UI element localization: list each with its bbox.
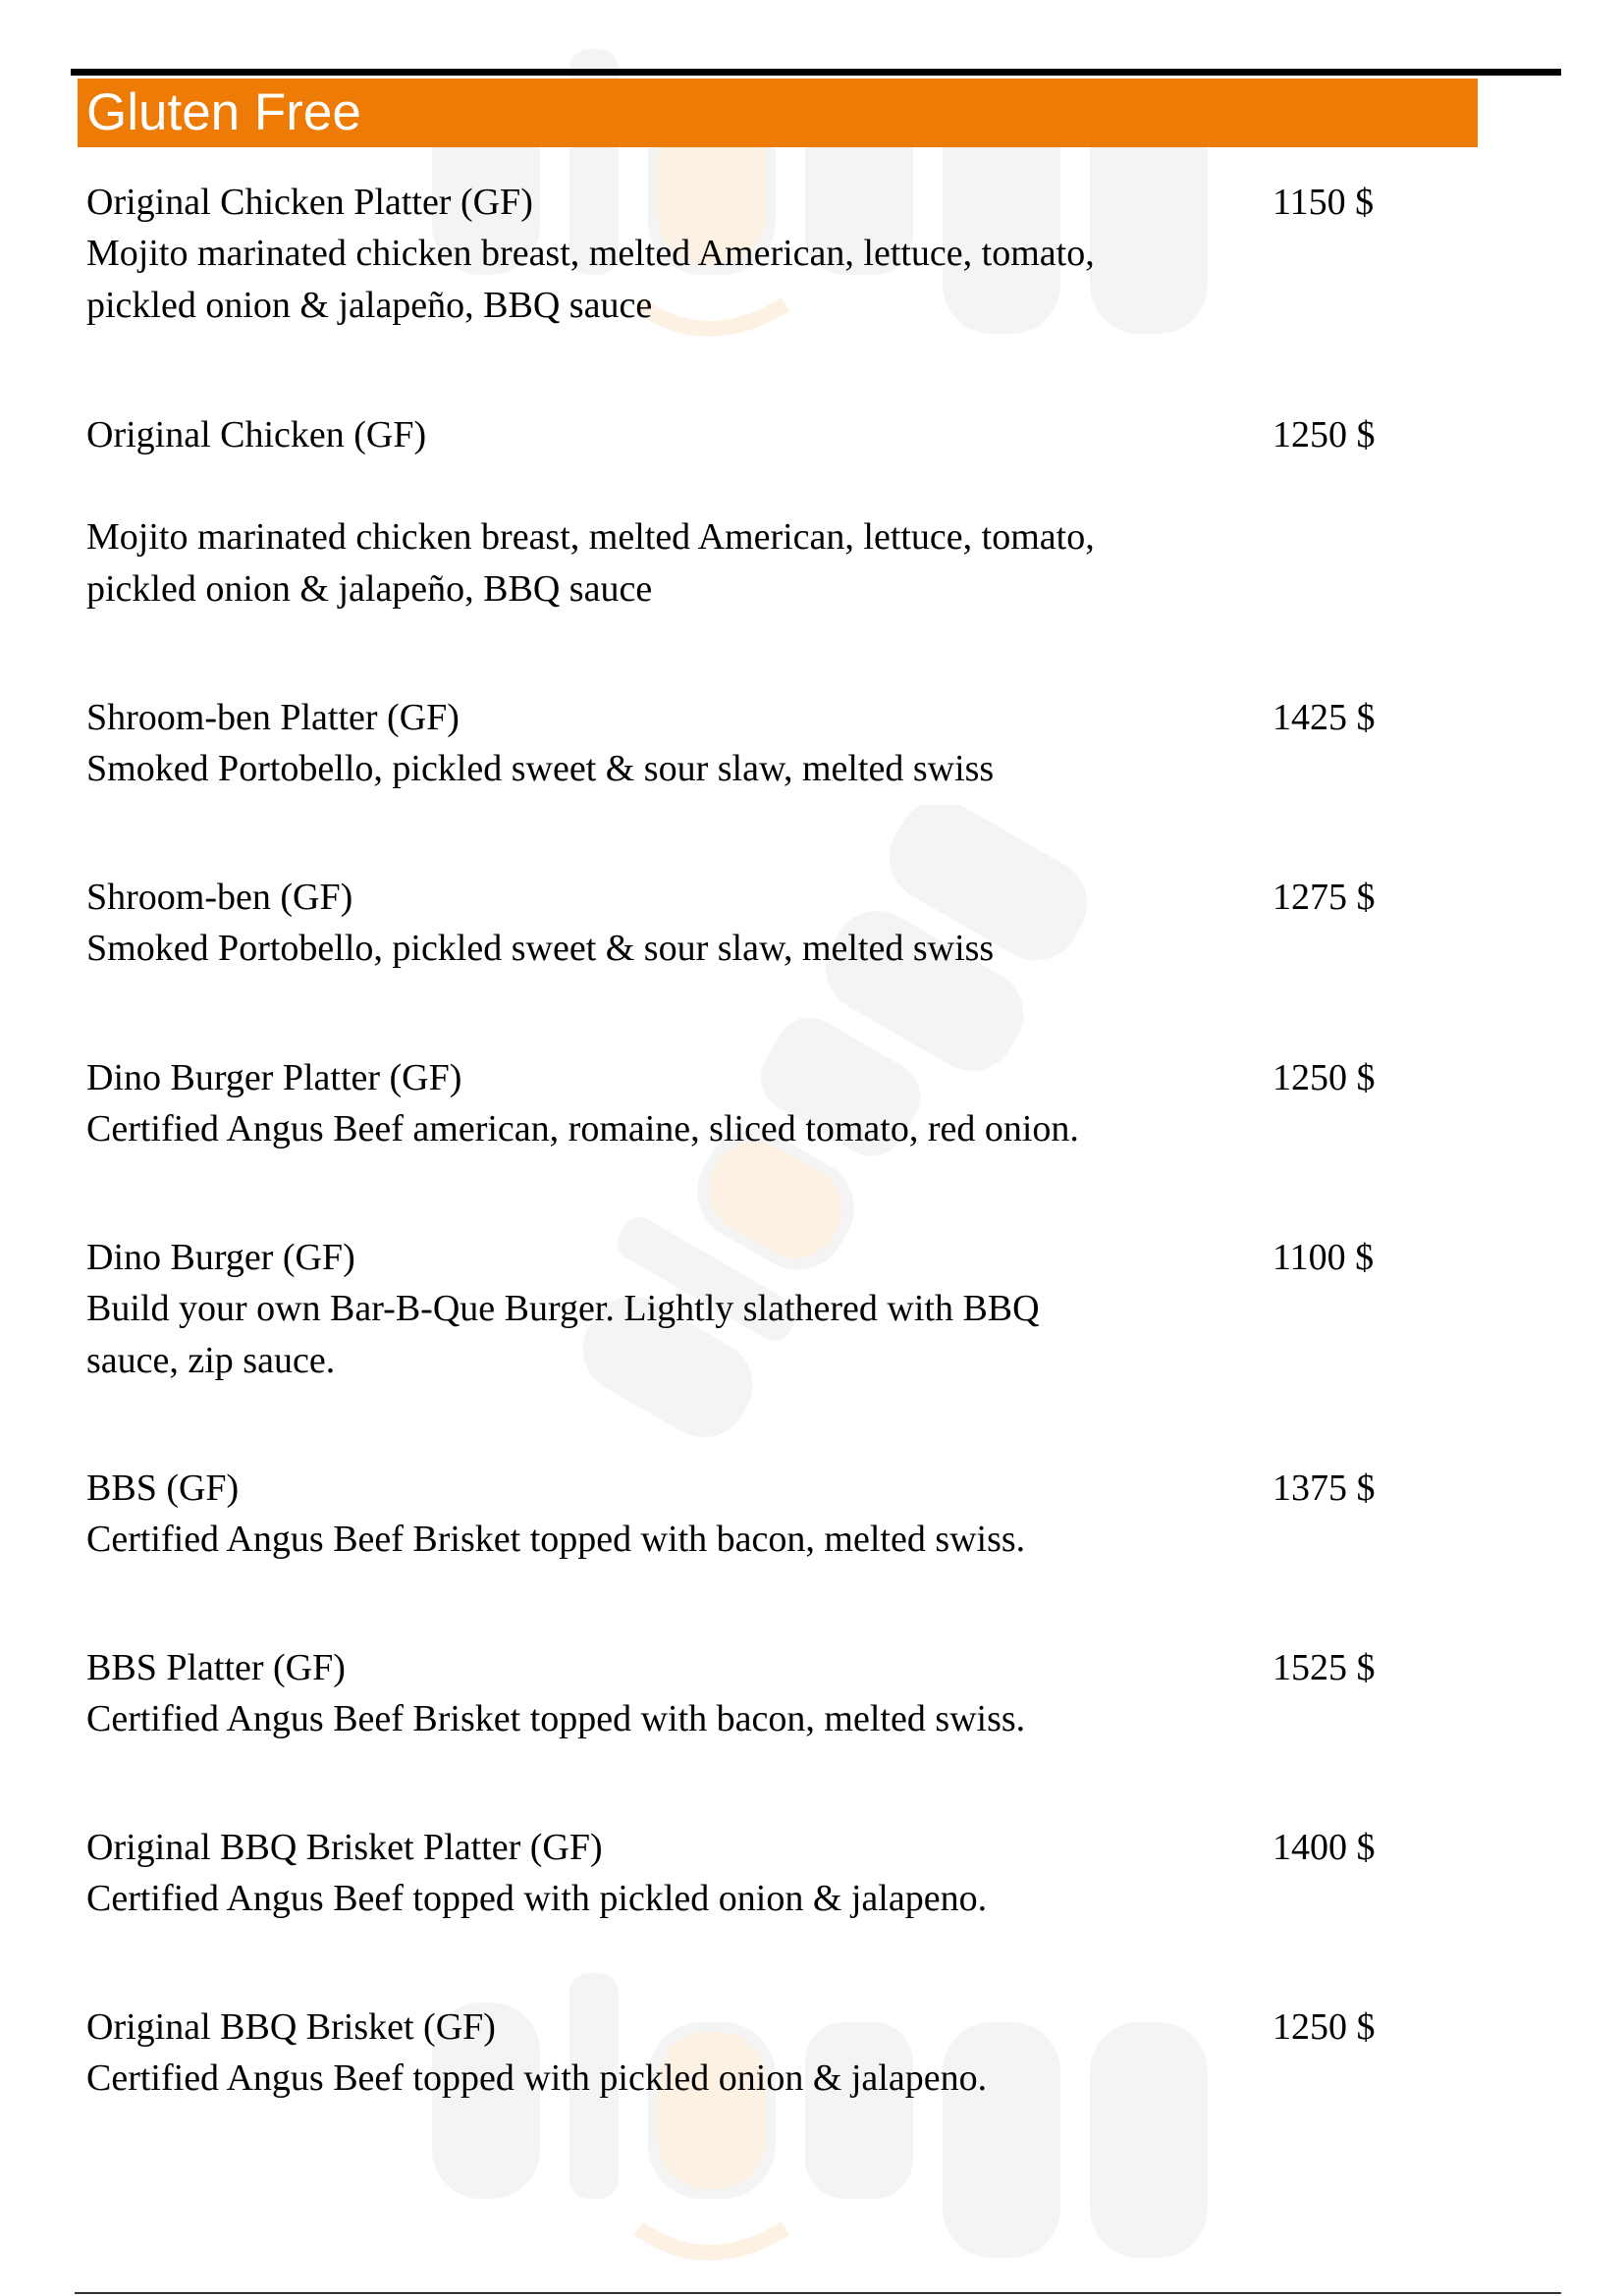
menu-item-price: 1400 $ <box>1272 1827 1376 1868</box>
menu-item-price: 1275 $ <box>1272 877 1376 918</box>
menu-item-description: Build your own Bar-B-Que Burger. Lightly slathered with BBQ sauce, zip sauce. <box>86 1288 1040 1381</box>
menu-item-description: Mojito marinated chicken breast, melted American, lettuce, tomato, pickled onion & jalapeño, BBQ sauce <box>86 233 1095 326</box>
menu-item-name: Original BBQ Brisket Platter (GF) <box>86 1827 603 1868</box>
menu-item-description: Certified Angus Beef Brisket topped with bacon, melted swiss. <box>86 1519 1026 1560</box>
slurpy-watermark-icon <box>412 1963 1237 2287</box>
menu-item-description: Certified Angus Beef topped with pickled onion & jalapeno. <box>86 2057 988 2099</box>
menu-item-price: 1250 $ <box>1272 414 1376 455</box>
menu-item-name: Original BBQ Brisket (GF) <box>86 2006 496 2048</box>
menu-item-description: Smoked Portobello, pickled sweet & sour slaw, melted swiss <box>86 748 995 789</box>
menu-item-price: 1425 $ <box>1272 697 1376 738</box>
menu-item-price: 1150 $ <box>1272 182 1375 223</box>
menu-item-description: Certified Angus Beef topped with pickled onion & jalapeno. <box>86 1878 988 1919</box>
menu-item-name: Dino Burger (GF) <box>86 1237 355 1278</box>
menu-item-price: 1375 $ <box>1272 1468 1376 1509</box>
menu-item-name: Original Chicken (GF) <box>86 414 427 455</box>
menu-item-price: 1250 $ <box>1272 1057 1376 1098</box>
menu-item-name: Shroom-ben Platter (GF) <box>86 697 460 738</box>
bottom-rule <box>75 2292 1561 2294</box>
menu-item-name: BBS (GF) <box>86 1468 240 1509</box>
menu-item-name: Original Chicken Platter (GF) <box>86 182 533 223</box>
top-rule <box>71 69 1561 76</box>
menu-item-description: Smoked Portobello, pickled sweet & sour slaw, melted swiss <box>86 928 995 969</box>
menu-item-price: 1100 $ <box>1272 1237 1375 1278</box>
menu-item-description: Certified Angus Beef american, romaine, sliced tomato, red onion. <box>86 1108 1079 1149</box>
menu-item-price: 1525 $ <box>1272 1647 1376 1688</box>
menu-item-name: Dino Burger Platter (GF) <box>86 1057 462 1098</box>
menu-item-description: Mojito marinated chicken breast, melted American, lettuce, tomato, pickled onion & jalapeño, BBQ sauce <box>86 516 1095 610</box>
menu-item-name: BBS Platter (GF) <box>86 1647 346 1688</box>
menu-item-name: Shroom-ben (GF) <box>86 877 353 918</box>
section-title: Gluten Free <box>86 83 361 141</box>
section-header <box>78 79 1478 147</box>
menu-item-description: Certified Angus Beef Brisket topped with bacon, melted swiss. <box>86 1698 1026 1739</box>
menu-item-price: 1250 $ <box>1272 2006 1376 2048</box>
